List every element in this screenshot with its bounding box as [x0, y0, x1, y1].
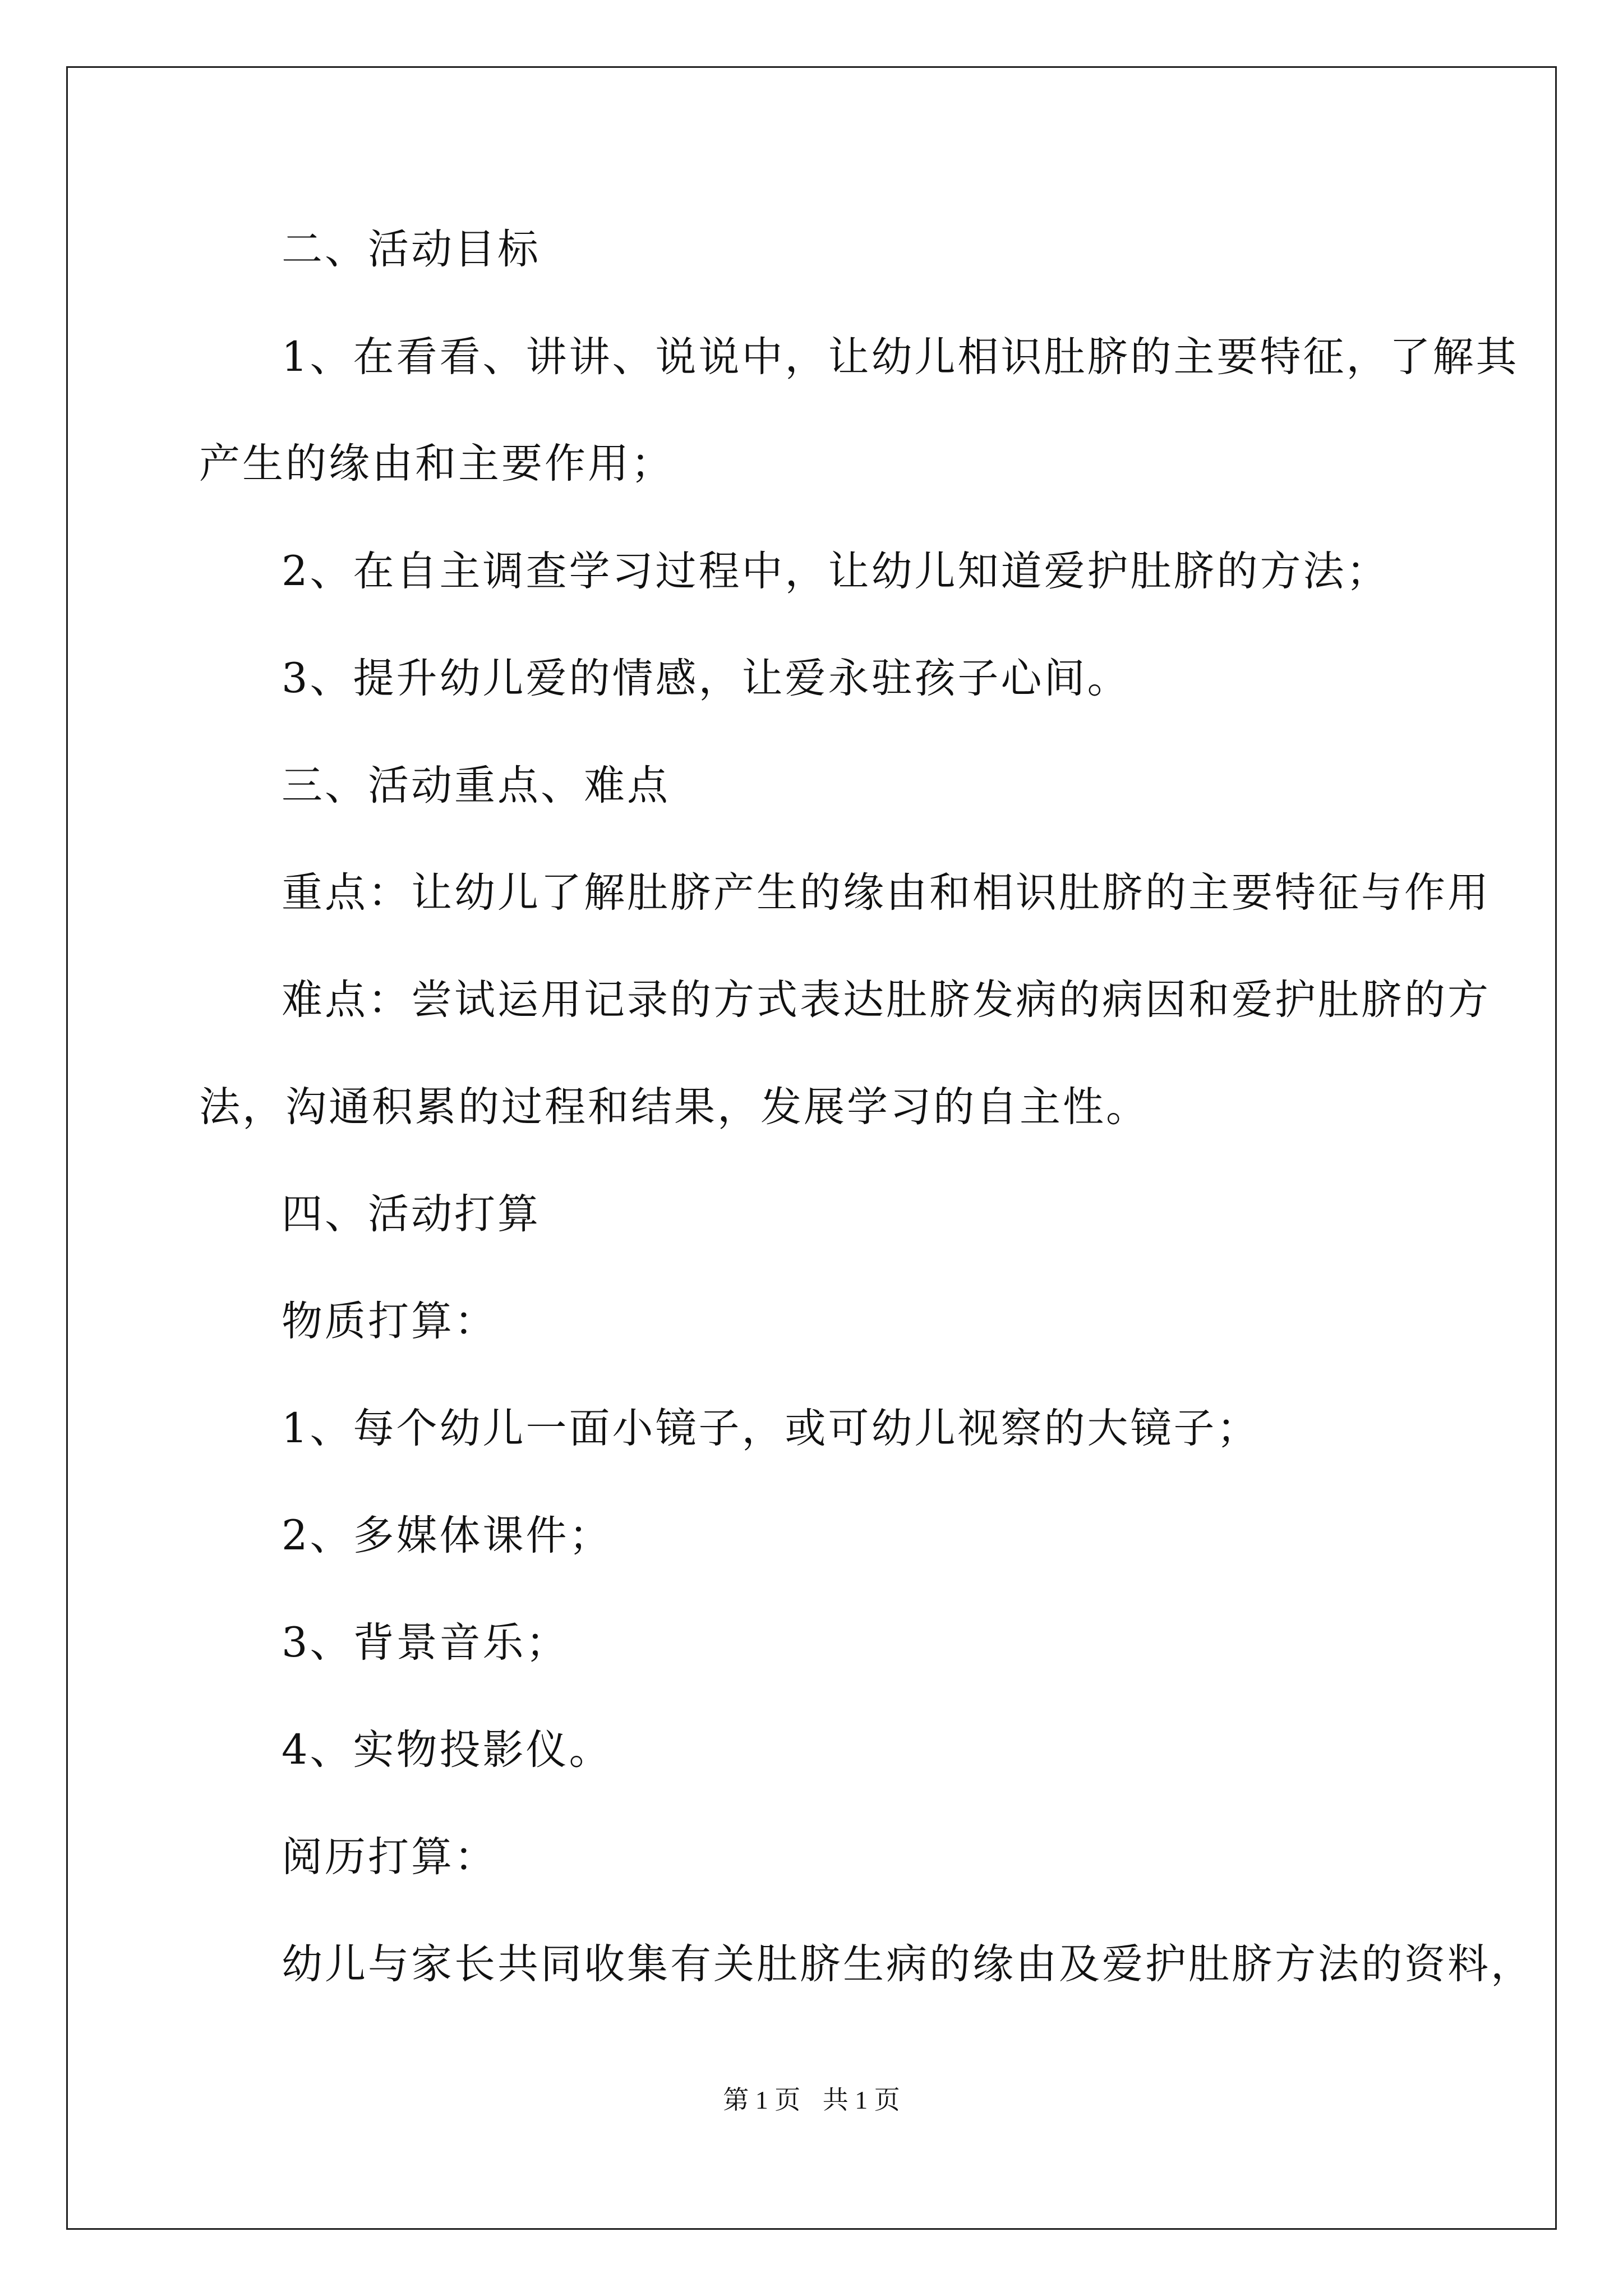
text-line: 物质打算： — [282, 1297, 497, 1345]
text-line: 2、多媒体课件； — [282, 1512, 612, 1559]
text-line: 三、活动重点、难点 — [282, 762, 670, 809]
text-line: 二、活动目标 — [282, 226, 541, 273]
text-line: 1、每个幼儿一面小镜子，或可幼儿视察的大镜子； — [282, 1405, 1260, 1452]
text-line: 幼儿与家长共同收集有关肚脐生病的缘由及爱护肚脐方法的资料， — [282, 1940, 1534, 1988]
text-line: 法，沟通积累的过程和结果，发展学习的自主性。 — [199, 1083, 1149, 1131]
page-footer — [0, 2085, 1623, 2116]
text-line: 阅历打算： — [282, 1833, 497, 1881]
page-total: 共 1 页 — [822, 2086, 900, 2114]
text-line: 3、背景音乐； — [282, 1619, 569, 1667]
text-line: 2、在自主调查学习过程中，让幼儿知道爱护肚脐的方法； — [282, 547, 1390, 595]
text-line: 重点：让幼儿了解肚脐产生的缘由和相识肚脐的主要特征与作用 — [282, 869, 1491, 917]
text-line: 3、提升幼儿爱的情感，让爱永驻孩子心间。 — [282, 655, 1131, 702]
text-line: 1、在看看、讲讲、说说中，让幼儿相识肚脐的主要特征，了解其 — [282, 333, 1519, 381]
text-line: 难点：尝试运用记录的方式表达肚脐发病的病因和爱护肚脐的方 — [282, 976, 1491, 1024]
text-line: 产生的缘由和主要作用； — [199, 440, 674, 487]
text-line: 四、活动打算 — [282, 1190, 541, 1238]
page-number: 第 1 页 — [723, 2086, 801, 2114]
page-border — [66, 66, 1557, 2230]
text-line: 4、实物投影仪。 — [282, 1726, 612, 1774]
